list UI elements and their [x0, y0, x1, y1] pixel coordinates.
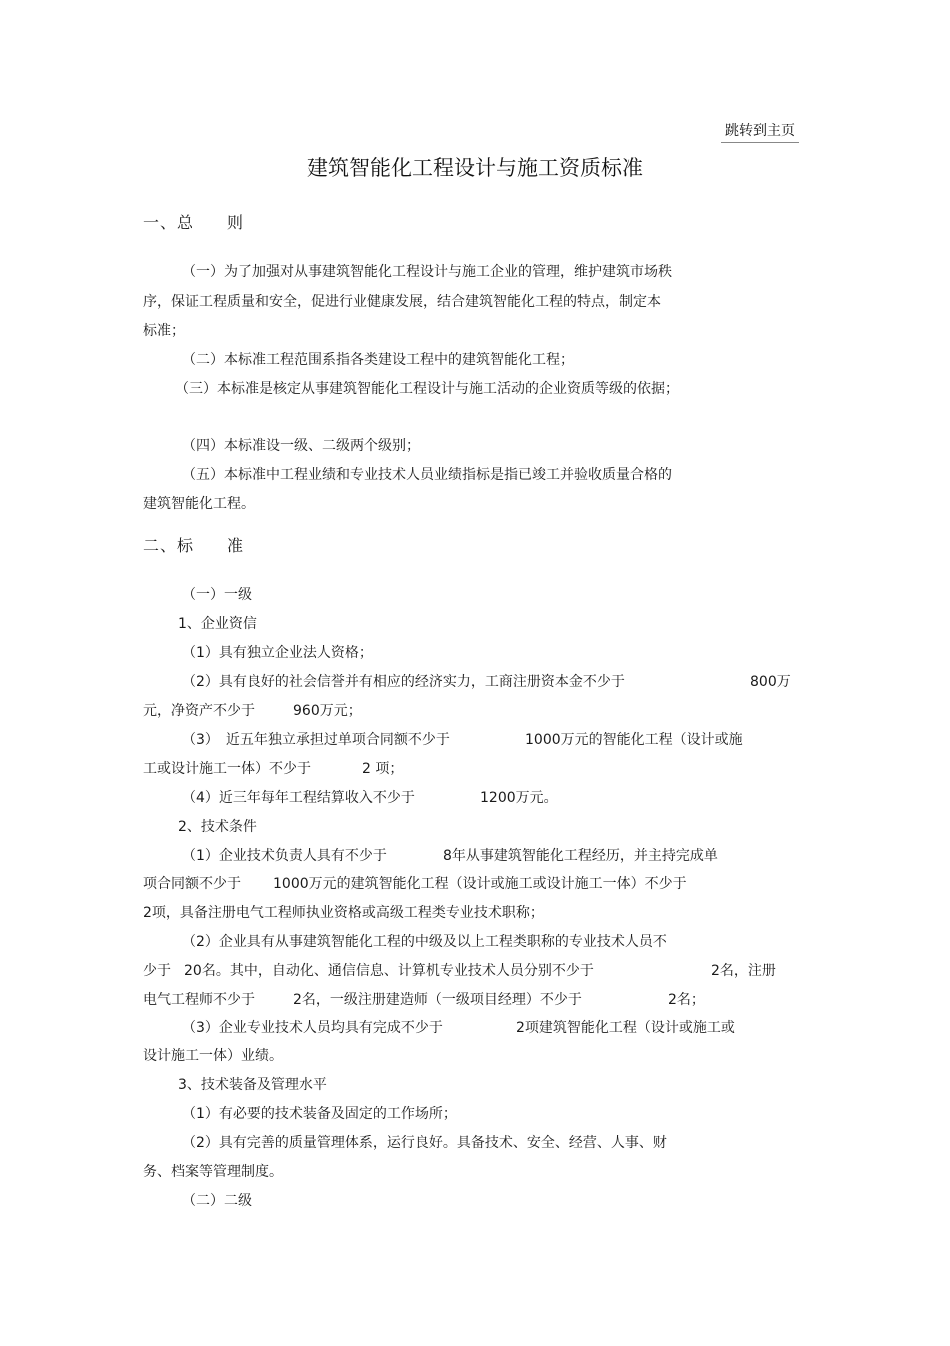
text-line: 标准； — [143, 323, 185, 339]
text-line: （二）本标准工程范围系指各类建设工程中的建筑智能化工程； — [182, 352, 574, 368]
text-line: 元，净资产不少于 — [143, 703, 255, 719]
text-fragment: 20名。其中，自动化、通信信息、计算机专业技术人员分别不少于 — [184, 963, 594, 979]
text-line: 务、档案等管理制度。 — [143, 1164, 283, 1180]
text-line: 设计施工一体）业绩。 — [143, 1048, 283, 1064]
text-line: （二）二级 — [182, 1193, 252, 1209]
text-line: 少于 — [143, 963, 171, 979]
text-line: 2项，具备注册电气工程师执业资格或高级工程类专业技术职称； — [143, 905, 544, 921]
text-fragment: 1200万元。 — [480, 790, 558, 806]
text-line: （一）为了加强对从事建筑智能化工程设计与施工企业的管理，维护建筑市场秩 — [182, 264, 672, 280]
document-title: 建筑智能化工程设计与施工资质标准 — [307, 156, 643, 180]
text-line: （1）有必要的技术装备及固定的工作场所； — [182, 1106, 457, 1122]
text-line: 工或设计施工一体）不少于 — [143, 761, 311, 777]
text-fragment: 8年从事建筑智能化工程经历，并主持完成单 — [443, 848, 718, 864]
text-fragment: 2名，一级注册建造师（一级项目经理）不少于 — [293, 992, 582, 1008]
text-fragment: 1000万元的智能化工程（设计或施 — [525, 732, 743, 748]
section-heading-char: 准 — [227, 536, 245, 555]
text-fragment: 960万元； — [293, 703, 362, 719]
text-line: （3） 近五年独立承担过单项合同额不少于 — [182, 732, 450, 748]
text-line: 建筑智能化工程。 — [143, 496, 255, 512]
text-line: （一）一级 — [182, 587, 252, 603]
text-line: （2）具有完善的质量管理体系，运行良好。具备技术、安全、经营、人事、财 — [182, 1135, 667, 1151]
text-line: （3）企业专业技术人员均具有完成不少于 — [182, 1020, 443, 1036]
text-line: 2、技术条件 — [178, 819, 257, 835]
section-heading-char: 则 — [227, 213, 245, 232]
text-line: （4）近三年每年工程结算收入不少于 — [182, 790, 415, 806]
text-line: 1、企业资信 — [178, 616, 257, 632]
text-fragment: 800万 — [750, 674, 791, 690]
text-line: （五）本标准中工程业绩和专业技术人员业绩指标是指已竣工并验收质量合格的 — [182, 467, 672, 483]
text-line: （1）企业技术负责人具有不少于 — [182, 848, 387, 864]
text-line: （1）具有独立企业法人资格； — [182, 645, 373, 661]
home-link[interactable]: 跳转到主页 — [721, 121, 799, 143]
text-fragment: 2 项； — [362, 761, 404, 777]
text-line: （2）企业具有从事建筑智能化工程的中级及以上工程类职称的专业技术人员不 — [182, 934, 667, 950]
section-heading-number: 二、标 — [143, 536, 195, 555]
text-line: （三）本标准是核定从事建筑智能化工程设计与施工活动的企业资质等级的依据； — [175, 381, 679, 397]
section-heading-number: 一、总 — [143, 213, 195, 232]
text-line: 序，保证工程质量和安全，促进行业健康发展，结合建筑智能化工程的特点，制定本 — [143, 294, 661, 310]
text-line: （四）本标准设一级、二级两个级别； — [182, 438, 420, 454]
text-line: 3、技术装备及管理水平 — [178, 1077, 327, 1093]
text-line: 项合同额不少于 — [143, 876, 241, 892]
text-fragment: 2名； — [668, 992, 705, 1008]
text-line: （2）具有良好的社会信誉并有相应的经济实力，工商注册资本金不少于 — [182, 674, 625, 690]
text-fragment: 2名，注册 — [711, 963, 776, 979]
text-fragment: 1000万元的建筑智能化工程（设计或施工或设计施工一体）不少于 — [273, 876, 687, 892]
text-line: 电气工程师不少于 — [143, 992, 255, 1008]
text-fragment: 2项建筑智能化工程（设计或施工或 — [516, 1020, 735, 1036]
